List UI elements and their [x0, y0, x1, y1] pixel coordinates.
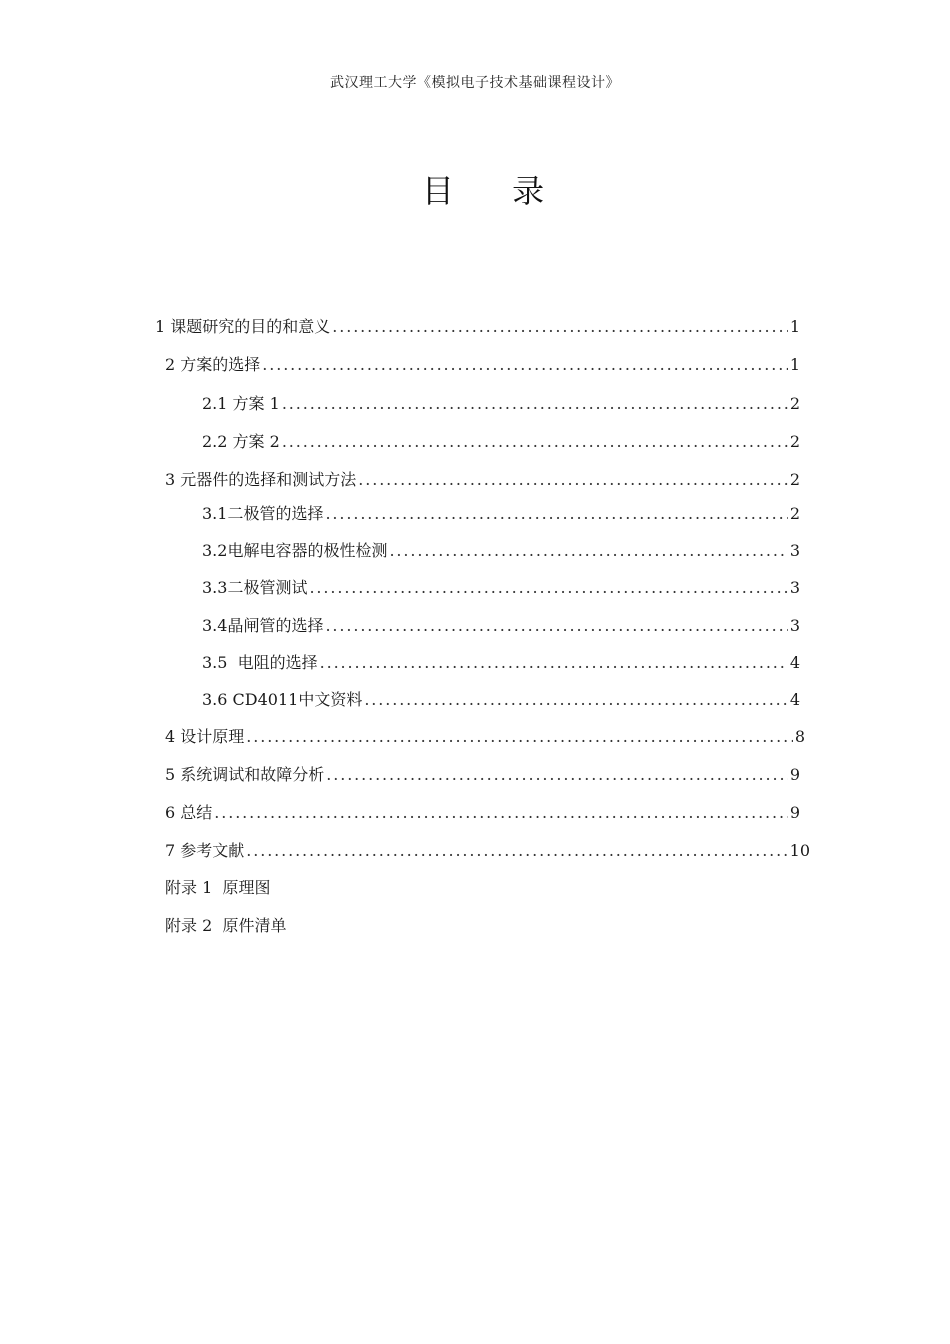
toc-entry[interactable]	[155, 316, 800, 338]
toc-entry-label: 4 设计原理	[165, 727, 245, 746]
toc-entry-page: 3	[789, 541, 800, 560]
toc-entry-label: 3.3二极管测试	[202, 578, 308, 597]
toc-entry-page: 9	[789, 765, 800, 784]
toc-dot-leader	[246, 726, 793, 748]
toc-entry-page: 3	[789, 578, 800, 597]
running-header: 武汉理工大学《模拟电子技术基础课程设计》	[330, 75, 620, 91]
toc-dot-leader	[332, 316, 788, 338]
toc-entry-page: 3	[789, 616, 800, 635]
toc-entry-label: 2 方案的选择	[165, 355, 261, 374]
toc-dot-leader	[262, 354, 788, 376]
toc-dot-leader	[214, 802, 788, 824]
toc-entry-label: 6 总结	[165, 803, 213, 822]
toc-entry-page: 2	[789, 504, 800, 523]
toc-entry-label: 3.4晶闸管的选择	[202, 616, 324, 635]
toc-entry-page: 10	[789, 841, 810, 860]
toc-dot-leader	[320, 652, 788, 674]
toc-entry-page: 8	[794, 727, 805, 746]
toc-dot-leader	[325, 615, 787, 637]
toc-appendix-1[interactable]: 附录 1 原理图	[165, 878, 271, 897]
toc-dot-leader	[358, 469, 788, 491]
toc-entry[interactable]	[202, 577, 800, 599]
toc-entry[interactable]	[165, 469, 800, 491]
toc-entry[interactable]	[202, 431, 800, 453]
toc-entry-label: 3.1二极管的选择	[202, 504, 324, 523]
toc-entry-page: 4	[789, 690, 800, 709]
toc-entry-label: 2.1 方案 1	[202, 394, 280, 413]
toc-dot-leader	[309, 577, 787, 599]
toc-entry-label: 3.6 CD4011中文资料	[202, 690, 363, 709]
toc-entry-label: 1 课题研究的目的和意义	[155, 317, 331, 336]
toc-entry[interactable]	[202, 393, 800, 415]
toc-entry-label: 3 元器件的选择和测试方法	[165, 470, 357, 489]
toc-entry[interactable]	[202, 689, 800, 711]
toc-entry-page: 1	[789, 355, 800, 374]
toc-entry[interactable]	[165, 840, 810, 862]
toc-entry[interactable]	[202, 652, 800, 674]
toc-entry-label: 7 参考文献	[165, 841, 245, 860]
toc-title: 目 录	[421, 172, 569, 210]
toc-entry-label: 3.5 电阻的选择	[202, 653, 318, 672]
toc-entry-label: 5 系统调试和故障分析	[165, 765, 325, 784]
toc-entry[interactable]	[165, 354, 800, 376]
toc-dot-leader	[282, 431, 788, 453]
toc-entry[interactable]	[165, 726, 805, 748]
toc-dot-leader	[364, 689, 787, 711]
toc-entry-page: 2	[789, 470, 800, 489]
toc-entry-page: 2	[789, 432, 800, 451]
toc-dot-leader	[389, 540, 787, 562]
toc-dot-leader	[246, 840, 787, 862]
toc-dot-leader	[325, 503, 787, 525]
toc-entry[interactable]	[165, 802, 800, 824]
toc-entry[interactable]	[202, 503, 800, 525]
toc-entry-page: 4	[789, 653, 800, 672]
toc-entry-page: 2	[789, 394, 800, 413]
toc-dot-leader	[282, 393, 788, 415]
toc-entry-label: 2.2 方案 2	[202, 432, 280, 451]
toc-appendix-2[interactable]: 附录 2 原件清单	[165, 916, 287, 935]
toc-entry[interactable]	[202, 540, 800, 562]
toc-entry-page: 9	[789, 803, 800, 822]
toc-dot-leader	[326, 764, 788, 786]
toc-entry-page: 1	[789, 317, 800, 336]
toc-entry[interactable]	[202, 615, 800, 637]
toc-entry[interactable]	[165, 764, 800, 786]
toc-entry-label: 3.2电解电容器的极性检测	[202, 541, 388, 560]
